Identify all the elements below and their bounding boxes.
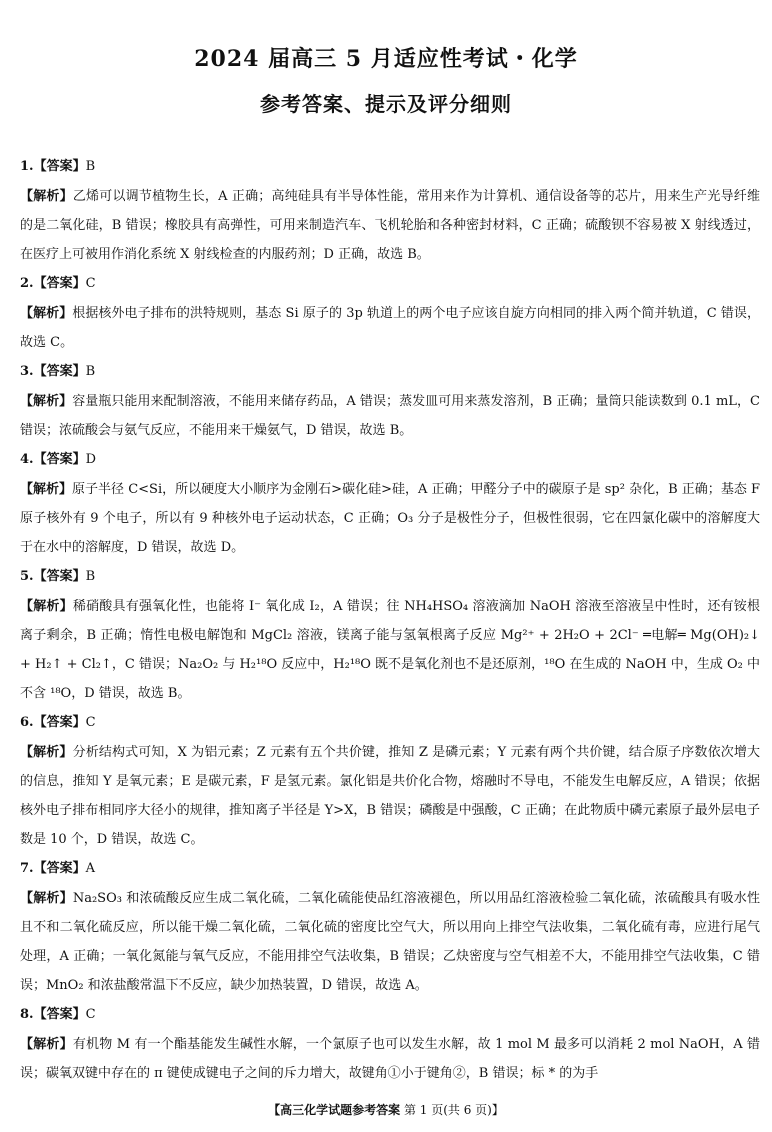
question-8-analysis bbox=[20, 1030, 760, 1088]
question-6-analysis bbox=[20, 738, 760, 854]
question-7-answer bbox=[20, 854, 760, 884]
question-7-analysis bbox=[20, 884, 760, 1000]
answer-value: C bbox=[85, 1007, 96, 1022]
analysis-text: 原子半径 C<Si，所以硬度大小顺序为金刚石>碳化硅>硅，A 正确；甲醛分子中的碳原子是 sp² 杂化，B 正确；基态 F 原子核外有 9 个电子，所以有 9 种核外电子运动状态，C 正确；O₃ 分子是极性分子，但极性很弱，它在四氯化碳中的溶解度大于在水中的溶解度，D 错误，故选 D。 bbox=[20, 482, 760, 555]
analysis-label: 【解析】 bbox=[20, 306, 73, 321]
answer-value: C bbox=[85, 715, 96, 730]
answer-label: 2.【答案】 bbox=[20, 276, 86, 291]
question-3-answer bbox=[20, 357, 760, 387]
analysis-text: 有机物 M 有一个酯基能发生碱性水解，一个氯原子也可以发生水解，故 1 mol M 最多可以消耗 2 mol NaOH，A 错误；碳氧双键中存在的 π 键使成键电子之间的斥力增大，故键角①小于键角②，B 错误；标 * 的为手 bbox=[20, 1037, 760, 1081]
answer-value: C bbox=[85, 276, 96, 291]
question-8-answer bbox=[20, 1000, 760, 1030]
question-3-analysis bbox=[20, 387, 760, 445]
footer-doc-name: 【高三化学试题参考答案 bbox=[268, 1103, 401, 1117]
answer-value: B bbox=[85, 364, 96, 379]
analysis-label: 【解析】 bbox=[20, 394, 73, 409]
answer-value: D bbox=[85, 452, 97, 467]
analysis-label: 【解析】 bbox=[20, 482, 73, 497]
page-title: 2024 届高三 5 月适应性考试・化学 bbox=[194, 46, 578, 72]
answer-label: 6.【答案】 bbox=[20, 715, 86, 730]
answer-label: 4.【答案】 bbox=[20, 452, 86, 467]
question-4-answer bbox=[20, 445, 760, 475]
question-5-analysis bbox=[20, 592, 760, 708]
question-1-analysis bbox=[20, 182, 760, 269]
question-2-answer bbox=[20, 269, 760, 299]
analysis-label: 【解析】 bbox=[20, 1037, 73, 1052]
answer-label: 7.【答案】 bbox=[20, 861, 86, 876]
footer-page-number: 第 1 页(共 6 页)】 bbox=[403, 1103, 504, 1117]
page-subtitle: 参考答案、提示及评分细则 bbox=[260, 92, 512, 116]
answer-label: 8.【答案】 bbox=[20, 1007, 86, 1022]
analysis-text: 乙烯可以调节植物生长，A 正确；高纯硅具有半导体性能，常用来作为计算机、通信设备等的芯片，用来生产光导纤维的是二氧化硅，B 错误；橡胶具有高弹性，可用来制造汽车、飞机轮胎和各种密封材料，C 正确；硫酸钡不容易被 X 射线透过，在医疗上可被用作消化系统 X 射线检查的内服药剂；D 正确，故选 B。 bbox=[20, 189, 760, 262]
answer-value: A bbox=[85, 861, 95, 876]
analysis-label: 【解析】 bbox=[20, 891, 73, 906]
analysis-text: 分析结构式可知，X 为铝元素；Z 元素有五个共价键，推知 Z 是磷元素；Y 元素有两个共价键，结合原子序数依次增大的信息，推知 Y 是氧元素；E 是碳元素，F 是氢元素。氯化铝是共价化合物，熔融时不导电，不能发生电解反应，A 错误；依据核外电子排布相同序大径小的规律，推知离子半径是 Y>X，B 错误；磷酸是中强酸，C 正确；在此物质中磷元素原子最外层电子数是 10 个，D 错误，故选 C。 bbox=[20, 745, 760, 847]
analysis-label: 【解析】 bbox=[20, 745, 73, 760]
answer-label: 1.【答案】 bbox=[20, 159, 86, 174]
answer-list bbox=[20, 152, 760, 1088]
analysis-text: Na₂SO₃ 和浓硫酸反应生成二氧化硫，二氧化硫能使品红溶液褪色，所以用品红溶液检验二氧化硫，浓硫酸具有吸水性且不和二氧化硫反应，所以能干燥二氧化硫，二氧化硫的密度比空气大，所以用向上排空气法收集，二氧化硫有毒，应进行尾气处理，A 正确；一氧化氮能与氧气反应，不能用排空气法收集，B 错误；乙炔密度与空气相差不大，不能用排空气法收集，C 错误；MnO₂ 和浓盐酸常温下不反应，缺少加热装置，D 错误，故选 A。 bbox=[20, 891, 760, 993]
analysis-label: 【解析】 bbox=[20, 189, 73, 204]
answer-value: B bbox=[85, 159, 96, 174]
question-5-answer bbox=[20, 562, 760, 592]
analysis-text: 根据核外电子排布的洪特规则，基态 Si 原子的 3p 轨道上的两个电子应该自旋方向相同的排入两个简并轨道，C 错误，故选 C。 bbox=[20, 306, 760, 350]
answer-value: B bbox=[85, 569, 96, 584]
answer-label: 3.【答案】 bbox=[20, 364, 86, 379]
question-1-answer bbox=[20, 152, 760, 182]
analysis-label: 【解析】 bbox=[20, 599, 73, 614]
question-4-analysis bbox=[20, 475, 760, 562]
answer-label: 5.【答案】 bbox=[20, 569, 86, 584]
question-2-analysis bbox=[20, 299, 760, 357]
analysis-text: 容量瓶只能用来配制溶液，不能用来储存药品，A 错误；蒸发皿可用来蒸发溶剂，B 正确；量筒只能读数到 0.1 mL，C 错误；浓硫酸会与氨气反应，不能用来干燥氨气，D 错误，故选 B。 bbox=[20, 394, 760, 438]
page-footer bbox=[0, 1101, 772, 1118]
analysis-text: 稀硝酸具有强氧化性，也能将 I⁻ 氧化成 I₂，A 错误；往 NH₄HSO₄ 溶液滴加 NaOH 溶液至溶液呈中性时，还有铵根离子剩余，B 正确；惰性电极电解饱和 MgCl₂ 溶液，镁离子能与氢氧根离子反应 Mg²⁺ + 2H₂O + 2Cl⁻ ═电解═ Mg(OH)₂↓ + H₂↑ + Cl₂↑，C 错误；Na₂O₂ 与 H₂¹⁸O 反应中，H₂¹⁸O 既不是氧化剂也不是还原剂，¹⁸O 在生成的 NaOH 中，生成 O₂ 中不含 ¹⁸O，D 错误，故选 B。 bbox=[20, 599, 760, 701]
question-6-answer bbox=[20, 708, 760, 738]
